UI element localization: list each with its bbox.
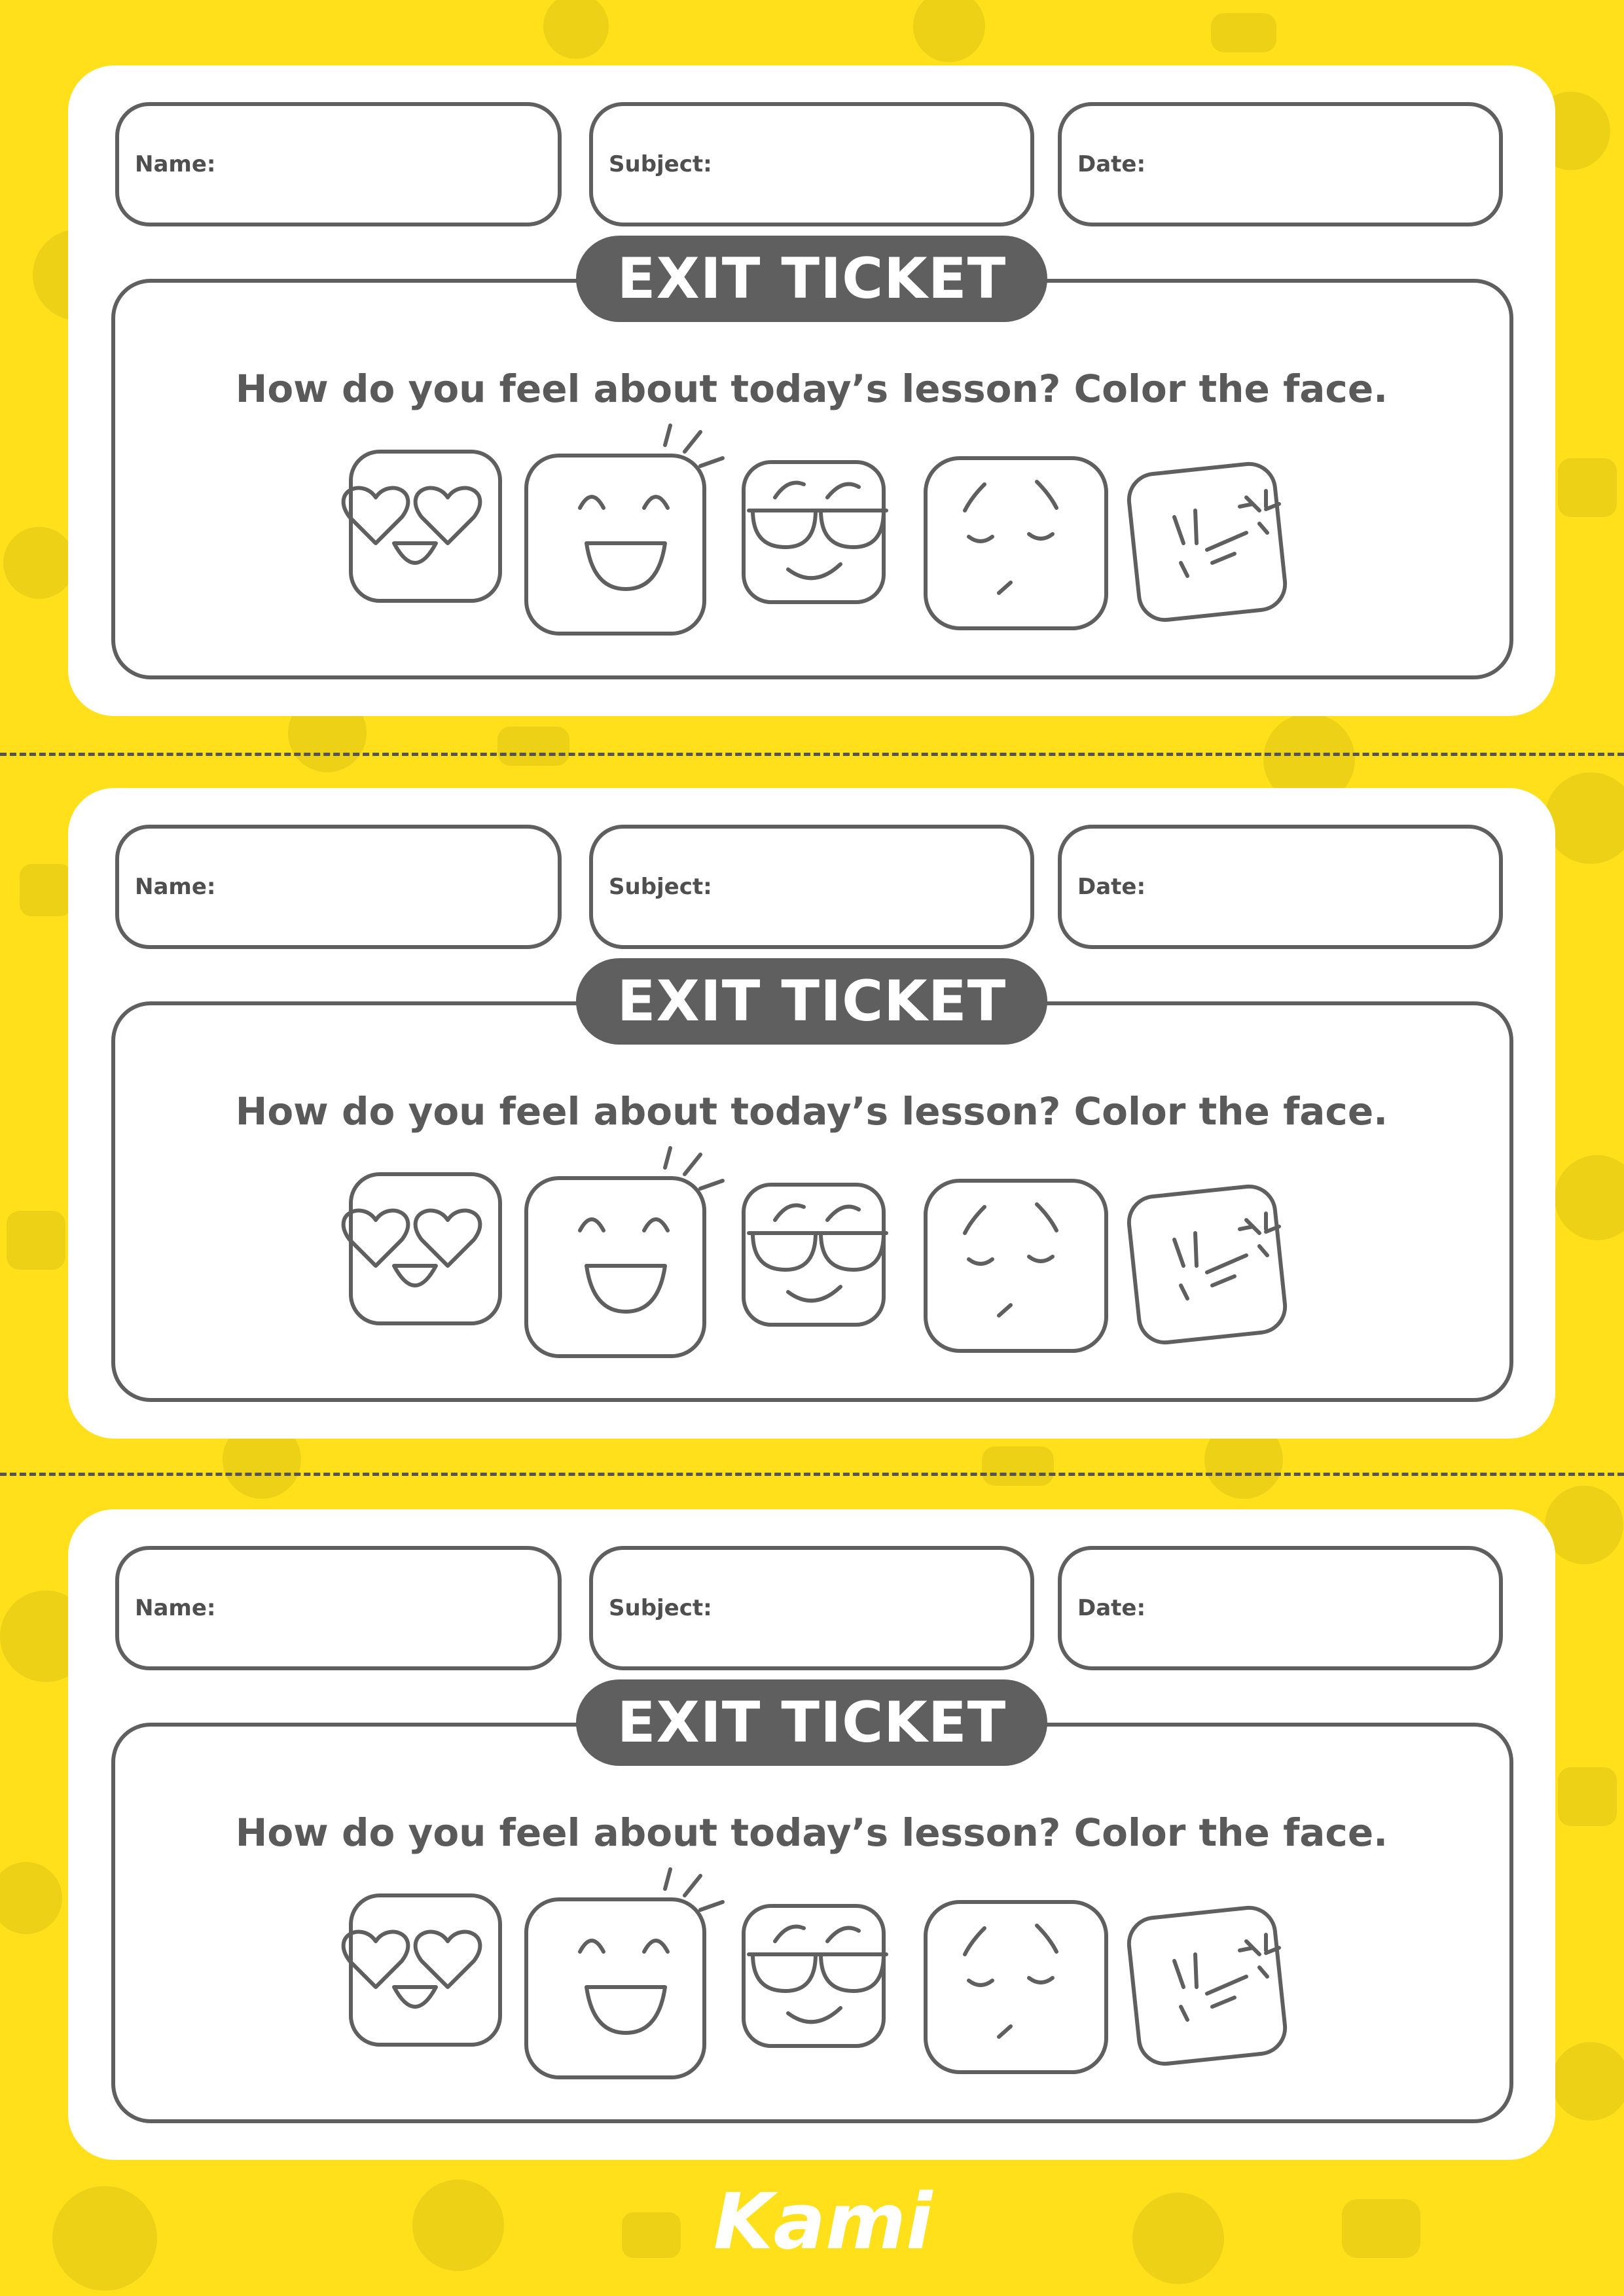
exit-ticket-title: EXIT TICKET bbox=[576, 1679, 1047, 1766]
feelings-panel bbox=[111, 1001, 1513, 1402]
date-field[interactable] bbox=[1058, 825, 1503, 949]
name-label: Name: bbox=[135, 1595, 216, 1621]
date-label: Date: bbox=[1077, 151, 1146, 177]
cut-line bbox=[0, 1473, 1624, 1476]
subject-field[interactable] bbox=[589, 825, 1034, 949]
exit-ticket-card bbox=[68, 65, 1555, 716]
feeling-question: How do you feel about today’s lesson? Color the face. bbox=[235, 1089, 1388, 1134]
subject-label: Subject: bbox=[609, 874, 712, 900]
date-field[interactable] bbox=[1058, 1546, 1503, 1670]
subject-label: Subject: bbox=[609, 1595, 712, 1621]
exit-ticket-card bbox=[68, 788, 1555, 1439]
exit-ticket-title: EXIT TICKET bbox=[576, 236, 1047, 322]
exit-ticket-card bbox=[68, 1509, 1555, 2160]
subject-field[interactable] bbox=[589, 102, 1034, 226]
subject-field[interactable] bbox=[589, 1546, 1034, 1670]
name-label: Name: bbox=[135, 151, 216, 177]
name-label: Name: bbox=[135, 874, 216, 900]
feelings-panel bbox=[111, 279, 1513, 679]
date-field[interactable] bbox=[1058, 102, 1503, 226]
name-field[interactable] bbox=[115, 825, 562, 949]
feeling-question: How do you feel about today’s lesson? Color the face. bbox=[235, 367, 1388, 411]
kami-logo: Kami bbox=[713, 2176, 933, 2267]
feeling-question: How do you feel about today’s lesson? Color the face. bbox=[235, 1810, 1388, 1855]
date-label: Date: bbox=[1077, 874, 1146, 900]
date-label: Date: bbox=[1077, 1595, 1146, 1621]
cut-line bbox=[0, 753, 1624, 756]
feelings-panel bbox=[111, 1723, 1513, 2123]
subject-label: Subject: bbox=[609, 151, 712, 177]
name-field[interactable] bbox=[115, 1546, 562, 1670]
name-field[interactable] bbox=[115, 102, 562, 226]
exit-ticket-title: EXIT TICKET bbox=[576, 958, 1047, 1045]
